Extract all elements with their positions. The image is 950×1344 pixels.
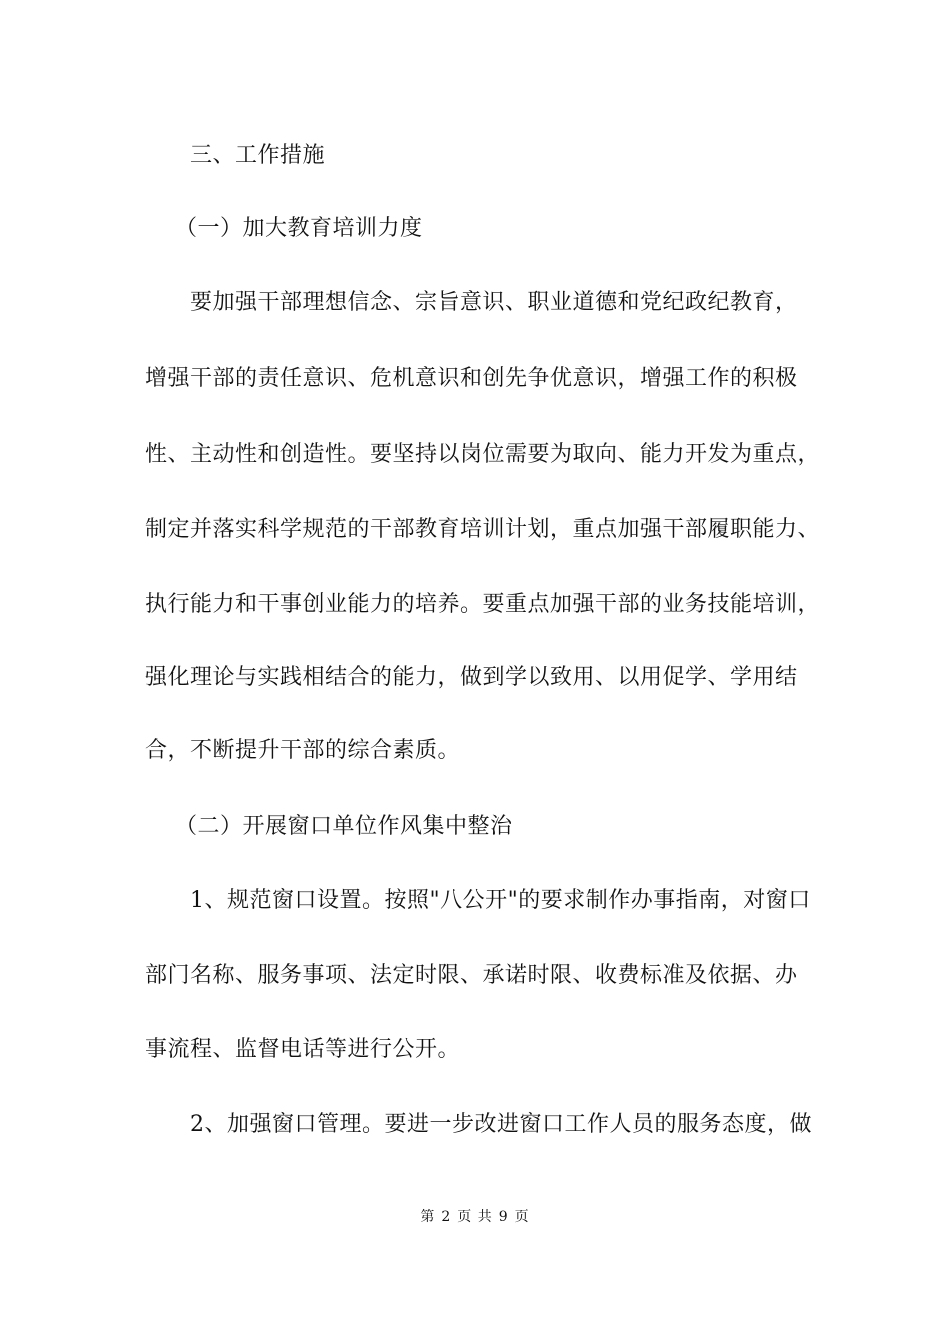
paragraph-line: 强化理论与实践相结合的能力，做到学以致用、以用促学、学用结 xyxy=(145,665,798,690)
page-footer xyxy=(0,1207,950,1227)
paragraph-line: 1、规范窗口设置。按照"八公开"的要求制作办事指南，对窗口 xyxy=(190,888,811,913)
paragraph-line: 性、主动性和创造性。要坚持以岗位需要为取向、能力开发为重点， xyxy=(145,442,821,467)
footer-mid: 页 共 xyxy=(457,1209,493,1225)
footer-page-number: 2 xyxy=(441,1209,452,1225)
footer-total-pages: 9 xyxy=(498,1209,509,1225)
paragraph-line: 执行能力和干事创业能力的培养。要重点加强干部的业务技能培训， xyxy=(145,592,821,617)
paragraph-line: 2、加强窗口管理。要进一步改进窗口工作人员的服务态度，做 xyxy=(190,1112,812,1137)
paragraph-line: 制定并落实科学规范的干部教育培训计划，重点加强干部履职能力、 xyxy=(145,517,821,542)
paragraph-line: 部门名称、服务事项、法定时限、承诺时限、收费标准及依据、办 xyxy=(145,963,798,988)
paragraph-line: 事流程、监督电话等进行公开。 xyxy=(145,1037,461,1062)
paragraph-line: 合，不断提升干部的综合素质。 xyxy=(145,738,461,763)
paragraph-line: 增强干部的责任意识、危机意识和创先争优意识，增强工作的积极 xyxy=(145,366,798,391)
paragraph-line: 要加强干部理想信念、宗旨意识、职业道德和党纪政纪教育， xyxy=(190,290,798,315)
subsection-heading-2: （二）开展窗口单位作风集中整治 xyxy=(175,814,513,839)
subsection-heading-1: （一）加大教育培训力度 xyxy=(175,216,423,241)
footer-suffix: 页 xyxy=(514,1209,530,1225)
section-heading: 三、工作措施 xyxy=(190,143,326,168)
footer-prefix: 第 xyxy=(420,1209,436,1225)
